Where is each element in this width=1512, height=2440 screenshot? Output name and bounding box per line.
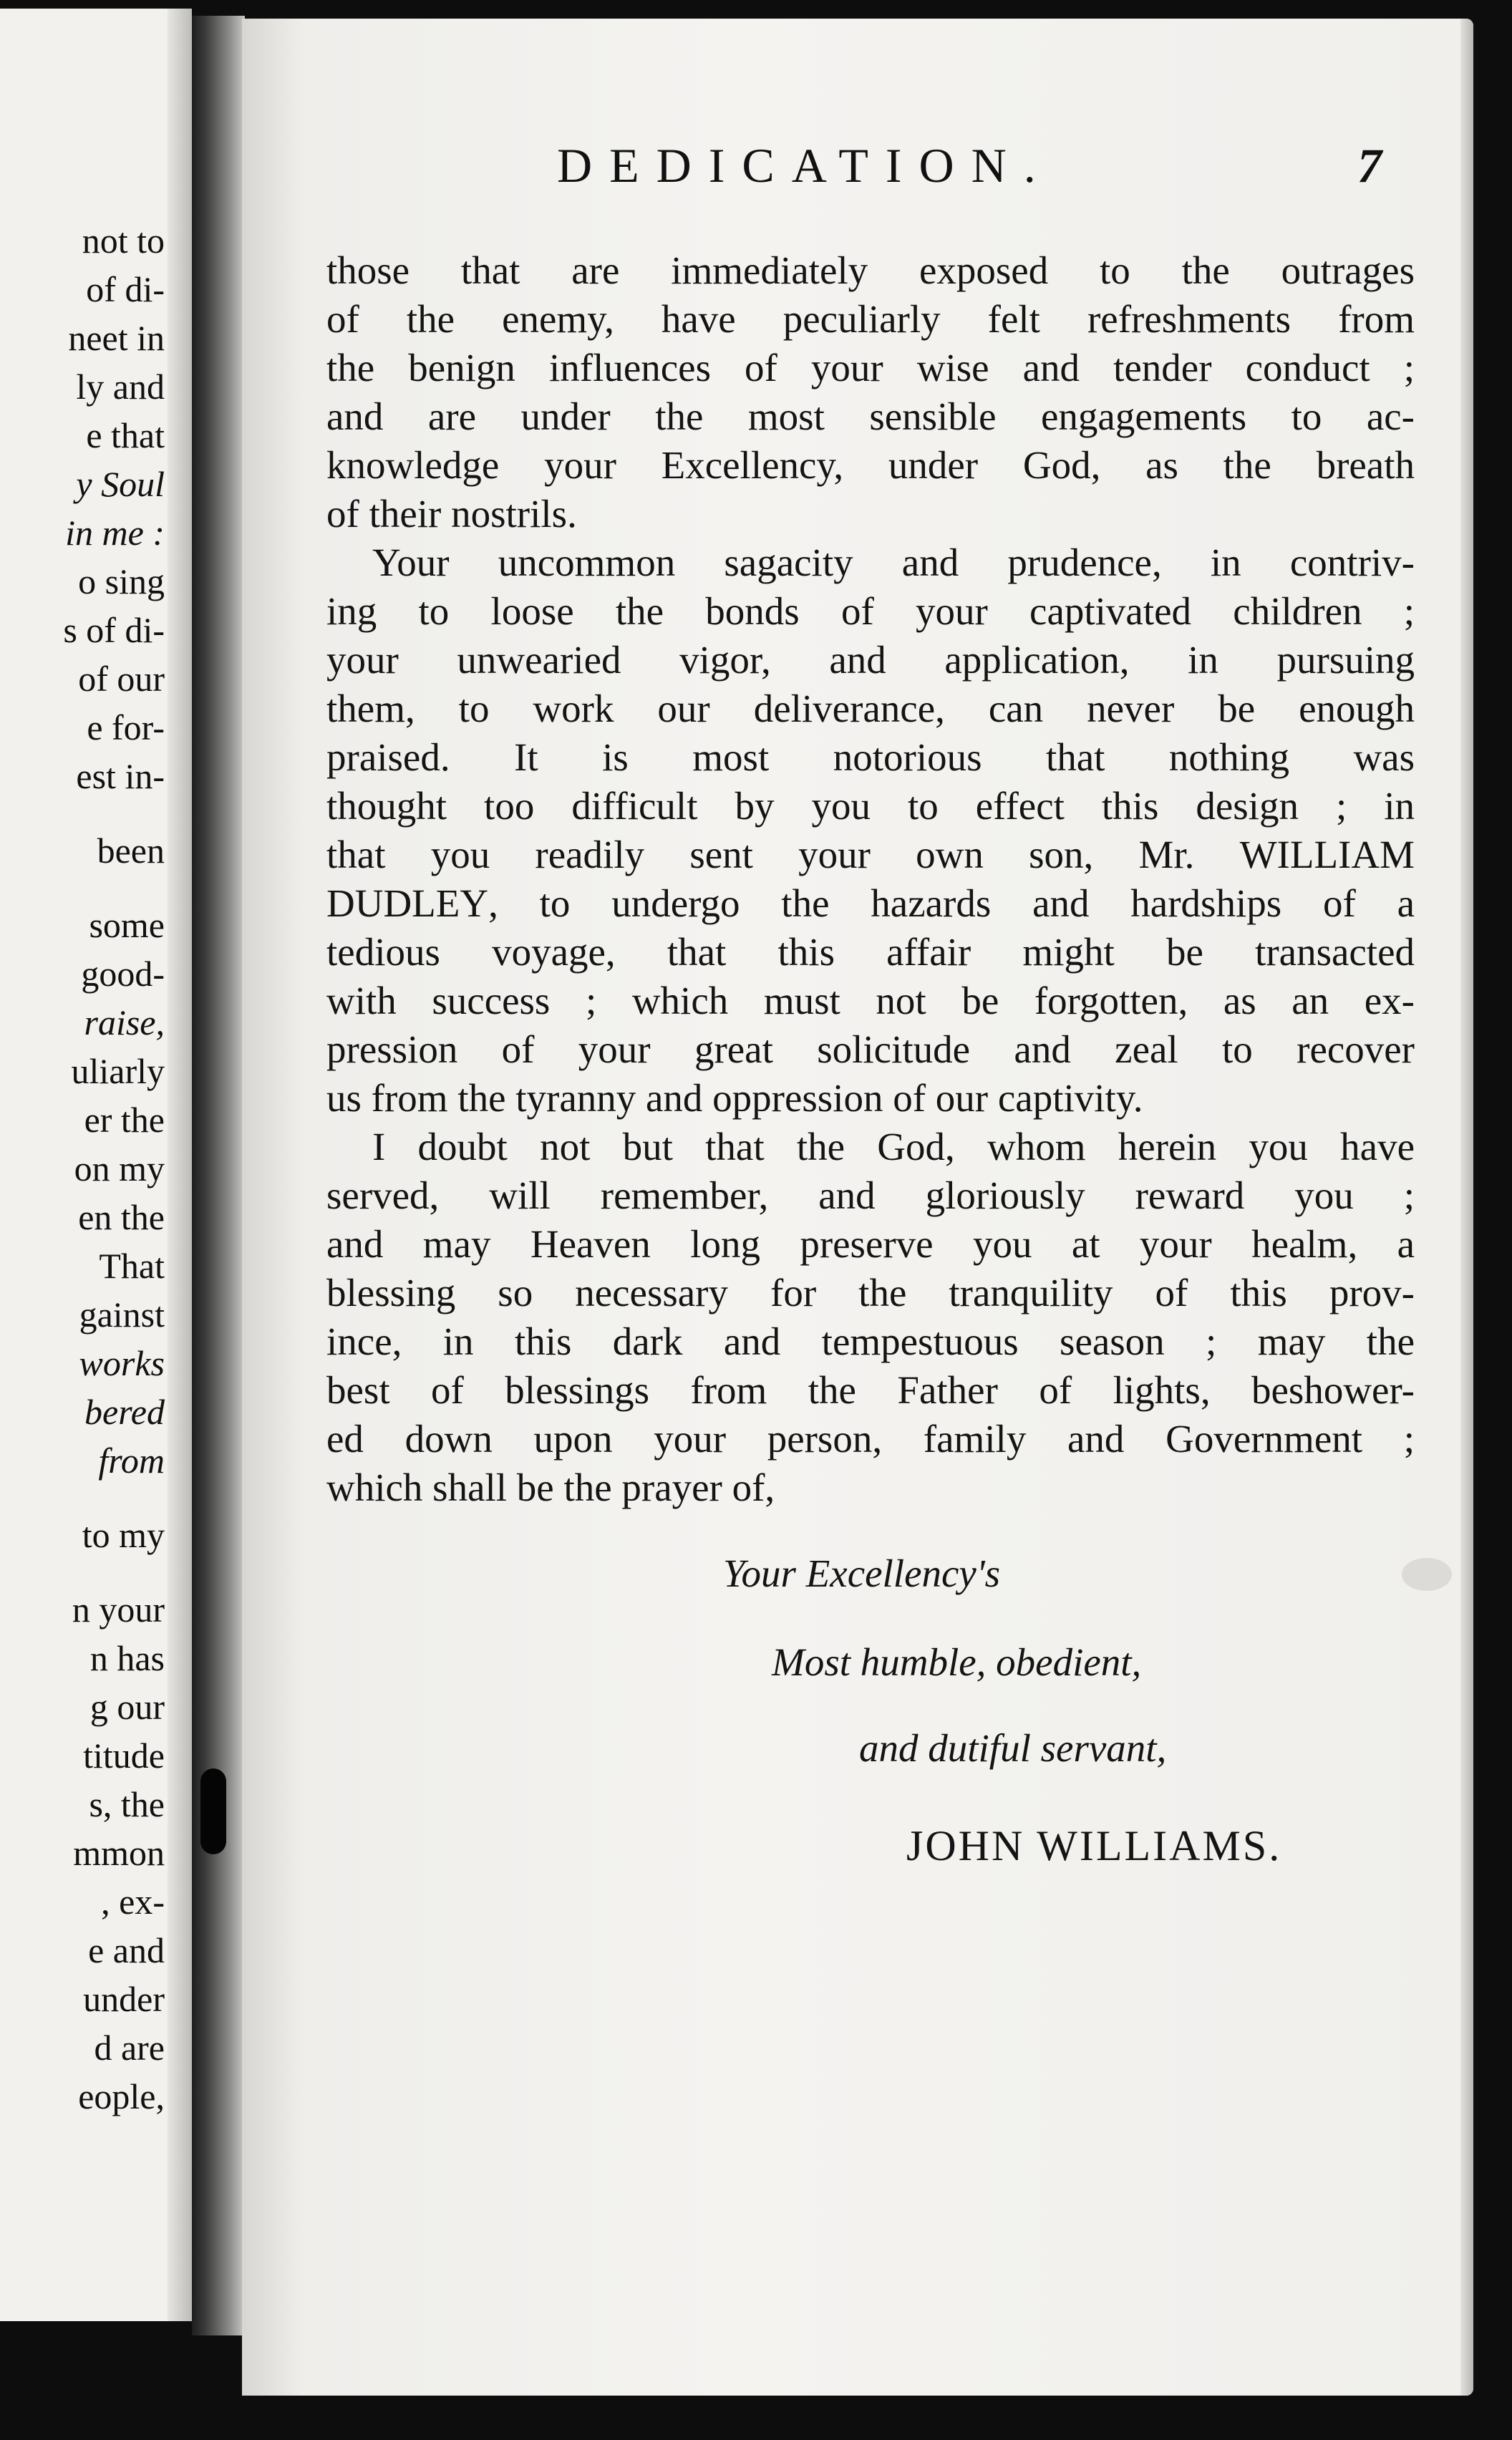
body-line: served, will remember, and gloriously reward you ; (326, 1173, 1415, 1217)
left-page-line: g our (89, 1687, 165, 1727)
left-page-line: e and (88, 1930, 165, 1970)
left-page-line: gainst (79, 1294, 165, 1335)
left-page-line: mmon (73, 1833, 165, 1873)
body-line: your unwearied vigor, and application, in pursuing (326, 638, 1415, 682)
body-line: best of blessings from the Father of lights, beshower- (326, 1368, 1415, 1412)
body-line: of the enemy, have peculiarly felt refreshments from (326, 297, 1415, 341)
page-edge-shadow (1460, 19, 1473, 2396)
left-page-line: on my (74, 1148, 165, 1188)
body-line: those that are immediately exposed to the outrages (326, 248, 1415, 292)
running-head (242, 137, 1473, 194)
body-line: knowledge your Excellency, under God, as the breath (326, 443, 1415, 487)
left-page-line: en the (78, 1197, 165, 1237)
closing-salutation: Your Excellency's (723, 1551, 1000, 1595)
body-line: praised. It is most notorious that nothing was (326, 735, 1415, 779)
left-page-fragment (0, 9, 192, 2321)
left-page-text (0, 216, 165, 2121)
body-line: of their nostrils. (326, 492, 577, 536)
left-page-line: e that (86, 415, 165, 455)
book-gutter (192, 16, 245, 2335)
page-number: 7 (1357, 138, 1382, 193)
paragraph-start-line: Your uncommon sagacity and prudence, in contriv- (372, 541, 1415, 584)
left-page-line: bered (84, 1392, 165, 1432)
left-page-line: good- (81, 954, 165, 994)
left-page-line: titude (83, 1735, 165, 1776)
left-page-line: n your (72, 1589, 165, 1630)
signature: JOHN WILLIAMS. (906, 1822, 1282, 1869)
left-page-line: under (83, 1979, 165, 2019)
body-line: us from the tyranny and oppression of our captivity. (326, 1076, 1143, 1120)
left-page-line: e for- (87, 707, 165, 747)
person-name-dudley: DUDLEY (326, 881, 489, 925)
body-line: ed down upon your person, family and Government ; (326, 1417, 1415, 1461)
body-line (326, 831, 1415, 879)
body-line: ing to loose the bonds of your captivated children ; (326, 589, 1415, 633)
left-page-line: That (99, 1246, 165, 1286)
body-line: pression of your great solicitude and zeal to recover (326, 1027, 1415, 1071)
body-line: ince, in this dark and tempestuous season ; may the (326, 1320, 1415, 1363)
body-line: them, to work our deliverance, can never be enough (326, 687, 1415, 730)
body-line: which shall be the prayer of, (326, 1466, 775, 1509)
body-line (326, 879, 1415, 928)
left-page-line: est in- (76, 756, 165, 796)
left-page-line: uliarly (71, 1051, 165, 1091)
left-page-line: eople, (78, 2076, 165, 2116)
body-line: the benign influences of your wise and tender conduct ; (326, 346, 1415, 389)
left-page-line: from (98, 1441, 165, 1481)
body-line: with success ; which must not be forgotten, as an ex- (326, 979, 1415, 1022)
page-title: DEDICATION. (557, 138, 1053, 193)
left-page-line: o sing (78, 561, 165, 601)
paragraph-start-line: I doubt not but that the God, whom herein you have (372, 1125, 1415, 1168)
body-line: blessing so necessary for the tranquility of this prov- (326, 1271, 1415, 1315)
left-page-line: d are (94, 2028, 165, 2068)
dedication-body (326, 246, 1415, 1512)
left-page-line: ly and (76, 367, 165, 407)
body-line-segment: , to undergo the hazards and hardships of a (488, 881, 1415, 925)
left-page-line: to my (82, 1515, 165, 1555)
body-line: thought too difficult by you to effect this design ; in (326, 784, 1415, 828)
closing-line: Most humble, obedient, (772, 1640, 1142, 1684)
left-page-edge-shadow (168, 9, 192, 2321)
closing-line: and dutiful servant, (859, 1726, 1167, 1770)
left-page-line: s of di- (63, 610, 165, 650)
left-page-line: y Soul (76, 464, 165, 504)
left-page-line: in me : (65, 513, 165, 553)
left-page-line: works (79, 1343, 165, 1383)
left-page-line: , ex- (101, 1882, 165, 1922)
left-page-line: been (97, 831, 165, 871)
person-name-william: WILLIAM (1239, 833, 1415, 876)
left-page-line: er the (84, 1100, 165, 1140)
left-page-line: n has (89, 1638, 165, 1678)
left-page-line: neet in (68, 318, 165, 358)
body-line: and may Heaven long preserve you at your healm, a (326, 1222, 1415, 1266)
body-line-segment: that you readily sent your own son, Mr. (326, 833, 1240, 876)
gutter-ink-blot (200, 1768, 226, 1854)
left-page-line: of di- (86, 269, 165, 309)
left-page-line: of our (78, 659, 165, 699)
left-page-line: raise, (84, 1002, 165, 1042)
dedication-page (242, 19, 1473, 2396)
body-line: and are under the most sensible engagements to ac- (326, 394, 1415, 438)
left-page-line: some (89, 905, 165, 945)
paper-blemish (1402, 1558, 1452, 1591)
left-page-line: not to (82, 221, 165, 261)
body-line: tedious voyage, that this affair might be transacted (326, 930, 1415, 974)
left-page-line: s, the (89, 1784, 165, 1824)
